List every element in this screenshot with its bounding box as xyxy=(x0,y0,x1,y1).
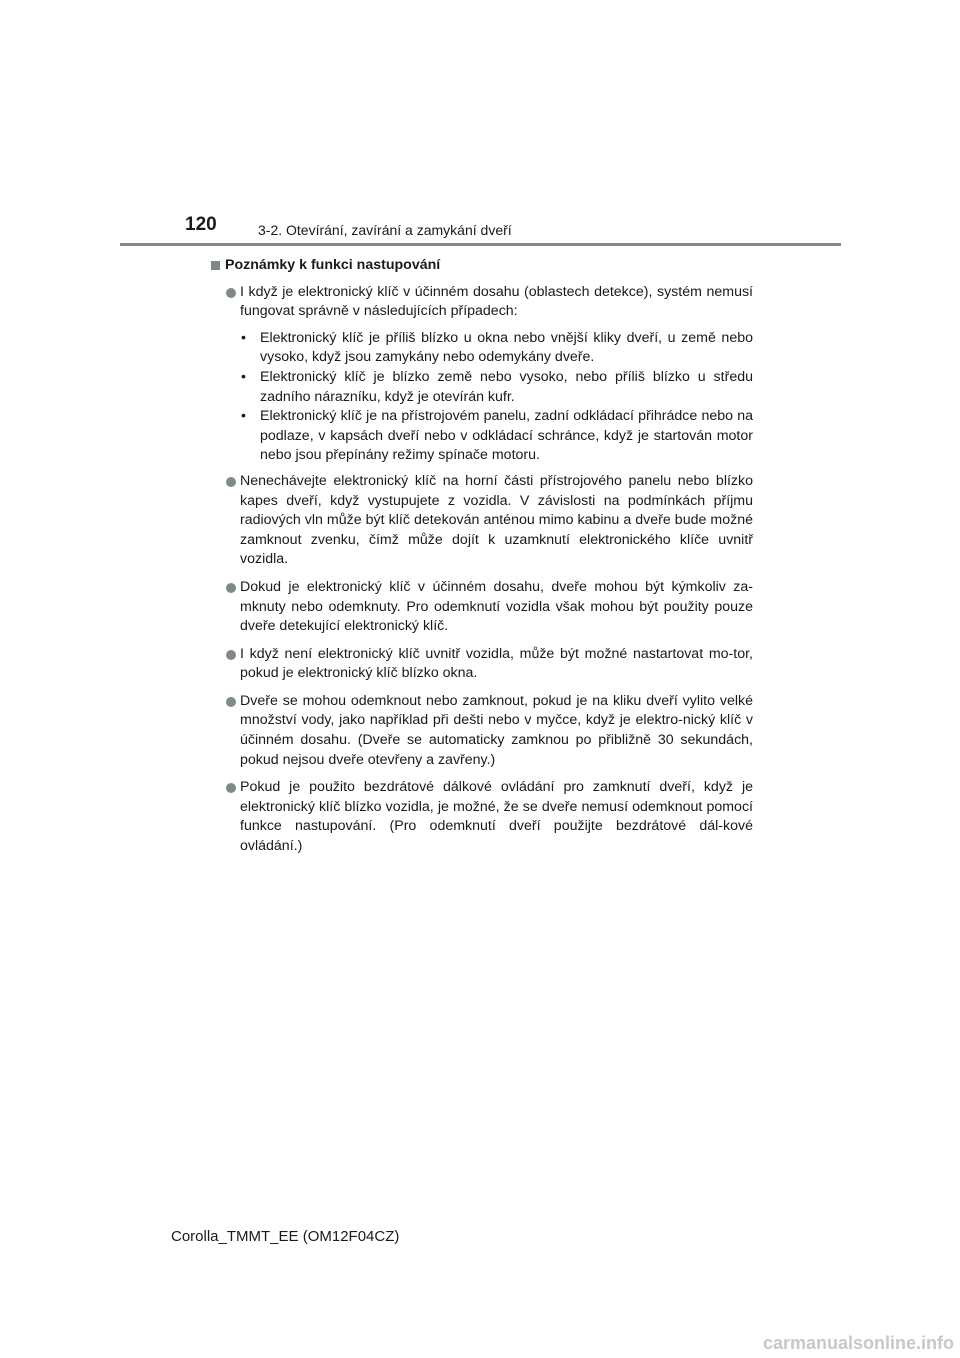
list-item-text: Nenechávejte elektronický klíč na horní části přístrojového panelu nebo blízko kapes dveří, když vystupujete z vozidla. V závislosti na podmínkách příjmu radiových vln může být klíč detekován anténou mimo kabinu a dveře bude možné zamknout zvenku, čímž může dojít k uzamknutí elektronického klíče uvnitř vozidla. xyxy=(240,472,753,568)
list-item-text: I když není elektronický klíč uvnitř vozidla, může být možné nastartovat mo-tor, pokud je elektronický klíč blízko okna. xyxy=(240,645,753,682)
notes-heading xyxy=(211,256,753,276)
sub-bullet-marker: • xyxy=(241,368,246,385)
sub-list-item xyxy=(240,407,753,466)
sub-list-item xyxy=(240,368,753,407)
circle-bullet-icon xyxy=(226,783,236,793)
page-number: 120 xyxy=(185,214,217,235)
sub-bullet-marker: • xyxy=(241,329,246,346)
list-item-text: Dveře se mohou odemknout nebo zamknout, pokud je na kliku dveří vylito velké množství vody, jako například při dešti nebo v myčce, když je elektro-nický klíč v účinném dosahu. (Dveře se automaticky zamknou po přibližně 30 sekundách, pokud nejsou dveře otevřeny a zavřeny.) xyxy=(240,692,753,768)
sub-list-item-text: Elektronický klíč je příliš blízko u okna nebo vnější kliky dveří, u země nebo vysoko, když jsou zamykány nebo odemykány dveře. xyxy=(260,329,753,366)
list-item-text: Pokud je použito bezdrátové dálkové ovládání pro zamknutí dveří, když je elektronický klíč blízko vozidla, je možné, že se dveře nemusí odemknout pomocí funkce nastupování. (Pro odemknutí dveří použijte bezdrátové dál-kové ovládání.) xyxy=(240,779,753,855)
page-content xyxy=(211,256,753,865)
circle-bullet-icon xyxy=(226,697,236,707)
footer-doc-id: Corolla_TMMT_EE (OM12F04CZ) xyxy=(171,1228,400,1245)
list-item-text: Dokud je elektronický klíč v účinném dosahu, dveře mohou být kýmkoliv za-mknuty nebo odemknuty. Pro odemknutí vozidla však mohou být použity pouze dveře detekující elektronický klíč. xyxy=(240,578,753,635)
list-item xyxy=(211,645,753,684)
watermark: carmanualsonline.info xyxy=(762,1333,954,1353)
list-item-text: I když je elektronický klíč v účinném dosahu (oblastech detekce), systém nemusí fungovat správně v následujících případech: xyxy=(240,283,753,320)
circle-bullet-icon xyxy=(226,583,236,593)
circle-bullet-icon xyxy=(226,288,236,298)
list-item xyxy=(211,778,753,856)
list-item xyxy=(211,578,753,637)
sub-list-item-text: Elektronický klíč je blízko země nebo vysoko, nebo příliš blízko u středu zadního nárazníku, když je otevírán kufr. xyxy=(260,368,753,405)
circle-bullet-icon xyxy=(226,477,236,487)
sub-list-item-text: Elektronický klíč je na přístrojovém panelu, zadní odkládací přihrádce nebo na podlaze, v kapsách dveří nebo v odkládací schránce, když je startován motor nebo jsou přepínány režimy spínače motoru. xyxy=(260,408,753,464)
notes-heading-text: Poznámky k funkci nastupování xyxy=(225,257,441,273)
list-item xyxy=(211,472,753,570)
sub-list xyxy=(240,329,753,466)
sub-list-item xyxy=(240,329,753,368)
circle-bullet-icon xyxy=(226,650,236,660)
sub-bullet-marker: • xyxy=(241,408,246,425)
list-item xyxy=(211,283,753,322)
square-bullet-icon xyxy=(211,261,220,270)
header-rule xyxy=(120,243,841,246)
section-title: 3-2. Otevírání, zavírání a zamykání dveří xyxy=(258,222,512,238)
list-item xyxy=(211,692,753,770)
